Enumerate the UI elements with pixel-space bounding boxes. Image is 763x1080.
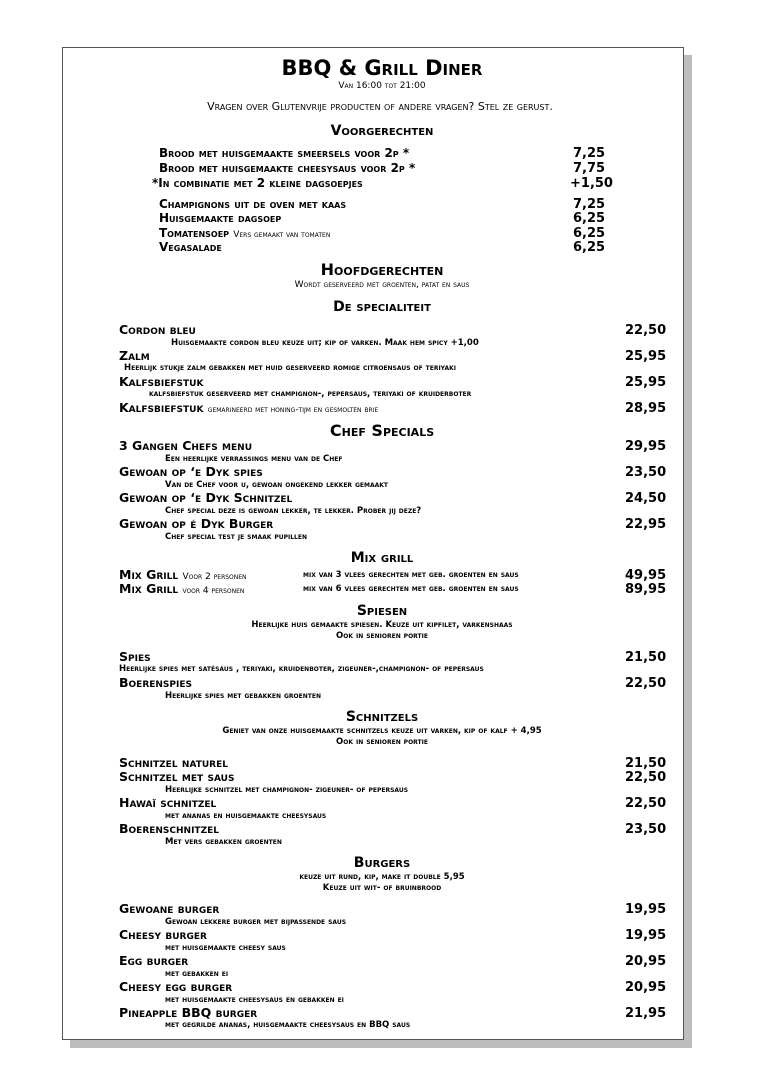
dish-desc: met gegrilde ananas, huisgemaakte cheesysaus en BBQ saus bbox=[165, 1020, 411, 1030]
dish-price: 22,50 bbox=[625, 796, 667, 811]
dish-name: Cheesy burger bbox=[119, 927, 207, 942]
dish-name: Schnitzel naturel bbox=[119, 755, 228, 770]
starter-price: 6,25 bbox=[573, 211, 606, 226]
dish-desc: kalfsbiefstuk geserveerd met champignon-, pepersaus, teriyaki of kruiderboter bbox=[149, 389, 472, 399]
dish-desc: Heerlijke schnitzel met champignon- zigeuner- of pepersaus bbox=[165, 785, 409, 795]
dish-desc: Van de Chef voor u, gewoan ongekend lekker gemaakt bbox=[165, 480, 389, 490]
dish-desc: Heerlijke spies met gebakken groenten bbox=[165, 691, 321, 701]
dish-price: 25,95 bbox=[625, 349, 667, 364]
dish-name-text: Kalfsbiefstuk bbox=[119, 400, 204, 415]
starter-price: 6,25 bbox=[573, 240, 606, 255]
starter-name: Brood met huisgemaakte smeersels voor 2p * bbox=[159, 146, 410, 160]
dish-desc: mix van 6 vlees gerechten met geb. groenten en saus bbox=[303, 584, 519, 594]
section-note: Ook in senioren portie bbox=[336, 737, 428, 747]
dish-price: 21,50 bbox=[625, 756, 667, 771]
section-note: Heerlijke huis gemaakte spiesen. Keuze uit kipfilet, varkenshaas bbox=[251, 620, 513, 630]
dish-price: 89,95 bbox=[625, 582, 667, 597]
dish-desc: mix van 3 vlees gerechten met geb. groenten en saus bbox=[303, 570, 519, 580]
dish-desc: met huisgemaakte cheesy saus bbox=[165, 943, 286, 953]
dish-price: 29,95 bbox=[625, 439, 667, 454]
dish-name: Cheesy egg burger bbox=[119, 979, 233, 994]
dish-name: Gewoan op ‘e Dyk Schnitzel bbox=[119, 490, 293, 505]
dish-price: 22,95 bbox=[625, 517, 667, 532]
dish-price: 23,50 bbox=[625, 465, 667, 480]
dish-price: 19,95 bbox=[625, 928, 667, 943]
dish-desc: met gebakken ei bbox=[165, 969, 229, 979]
dish-price: 49,95 bbox=[625, 568, 667, 583]
opening-hours: Van 16:00 tot 21:00 bbox=[338, 81, 426, 91]
dish-price: 24,50 bbox=[625, 491, 667, 506]
dish-name: Hawaï schnitzel bbox=[119, 795, 217, 810]
section-heading-chef-specials: Chef Specials bbox=[329, 421, 435, 440]
dish-name: 3 Gangen Chefs menu bbox=[119, 438, 253, 453]
dish-name: Zalm bbox=[119, 348, 150, 363]
dish-price: 22,50 bbox=[625, 323, 667, 338]
section-heading-mix-grill: Mix grill bbox=[350, 550, 414, 566]
dish-name: Gewoan op ‘e Dyk spies bbox=[119, 464, 263, 479]
starter-name bbox=[159, 227, 330, 240]
starter-price: +1,50 bbox=[570, 176, 613, 191]
starter-inline-desc: Vers gemaakt van tomaten bbox=[233, 230, 331, 240]
starter-price: 7,25 bbox=[573, 197, 606, 212]
section-note: Geniet van onze huisgemaakte schnitzels keuze uit varken, kip of kalf + 4,95 bbox=[222, 726, 542, 736]
dish-name: Egg burger bbox=[119, 953, 189, 968]
starter-price: 7,75 bbox=[573, 161, 606, 176]
section-heading-schnitzels: Schnitzels bbox=[345, 709, 419, 725]
dish-name-text: Mix Grill bbox=[119, 581, 179, 596]
dish-desc: Chef special test je smaak pupillen bbox=[165, 532, 308, 542]
section-heading-specialiteit: De specialiteit bbox=[333, 299, 431, 315]
dish-price: 28,95 bbox=[625, 401, 667, 416]
dish-name: Pineapple BBQ burger bbox=[119, 1005, 258, 1020]
dish-name-text: Mix Grill bbox=[119, 567, 179, 582]
dish-price: 22,50 bbox=[625, 770, 667, 785]
dish-name: Gewoan op é Dyk Burger bbox=[119, 516, 274, 531]
dish-desc: Heerlijk stukje zalm gebakken met huid geserveerd romige citroensaus of teriyaki bbox=[124, 363, 456, 373]
section-note: Ook in senioren portie bbox=[336, 631, 428, 641]
starter-name: *In combinatie met 2 kleine dagsoepjes bbox=[152, 176, 363, 190]
dish-name: Spies bbox=[119, 649, 151, 664]
dish-inline-desc: Voor 2 personen bbox=[182, 572, 247, 582]
section-heading-hoofdgerechten: Hoofdgerechten bbox=[320, 260, 444, 279]
section-heading-burgers: Burgers bbox=[353, 855, 411, 871]
dish-price: 21,50 bbox=[625, 650, 667, 665]
starter-name: Champignons uit de oven met kaas bbox=[159, 197, 347, 211]
dish-name bbox=[119, 402, 378, 415]
starter-name: Vegasalade bbox=[159, 240, 222, 254]
dish-name: Boerenspies bbox=[119, 675, 192, 690]
starter-price: 6,25 bbox=[573, 226, 606, 241]
dish-desc: Een heerlijke verrassings menu van de Chef bbox=[165, 454, 343, 464]
dish-name: Kalfsbiefstuk bbox=[119, 374, 204, 389]
section-note: Keuze uit wit- of bruinbrood bbox=[322, 883, 442, 893]
notice-text: Vragen over Glutenvrije producten of andere vragen? Stel ze gerust. bbox=[207, 100, 553, 113]
dish-name: Boerenschnitzel bbox=[119, 821, 219, 836]
section-heading-voorgerechten: Voorgerechten bbox=[330, 123, 434, 139]
dish-price: 21,95 bbox=[625, 1006, 667, 1021]
dish-price: 20,95 bbox=[625, 980, 667, 995]
dish-desc: Gewoan lekkere burger met bijpassende saus bbox=[165, 917, 347, 927]
dish-name bbox=[119, 583, 244, 596]
section-heading-spiesen: Spiesen bbox=[356, 603, 408, 619]
dish-desc: Huisgemaakte cordon bleu keuze uit; kip of varken. Maak hem spicy +1,00 bbox=[171, 338, 479, 348]
dish-desc: met ananas en huisgemaakte cheesysaus bbox=[165, 811, 327, 821]
dish-price: 25,95 bbox=[625, 375, 667, 390]
dish-name: Gewoane burger bbox=[119, 901, 220, 916]
dish-desc: Heerlijke spies met satésaus , teriyaki, kruidenboter, zigeuner-,champignon- of pepersaus bbox=[119, 664, 484, 674]
dish-desc: Met vers gebakken groenten bbox=[165, 837, 282, 847]
dish-price: 23,50 bbox=[625, 822, 667, 837]
starter-name-text: Tomatensoep bbox=[159, 226, 230, 240]
dish-price: 22,50 bbox=[625, 676, 667, 691]
dish-price: 19,95 bbox=[625, 902, 667, 917]
dish-price: 20,95 bbox=[625, 954, 667, 969]
dish-inline-desc: gemarineerd met honing-tijm en gesmolten brie bbox=[207, 405, 379, 415]
starter-name: Huisgemaakte dagsoep bbox=[159, 211, 282, 225]
dish-desc: met huisgemaakte cheesysaus en gebakken ei bbox=[165, 995, 344, 1005]
dish-inline-desc: voor 4 personen bbox=[182, 586, 245, 596]
dish-name: Cordon bleu bbox=[119, 322, 196, 337]
dish-name: Schnitzel met saus bbox=[119, 769, 235, 784]
section-subtitle: Wordt geserveerd met groenten, patat en saus bbox=[294, 280, 470, 290]
dish-desc: Chef special deze is gewoan lekker, te lekker. Prober jij deze? bbox=[165, 506, 422, 516]
starter-name: Brood met huisgemaakte cheesysaus voor 2p * bbox=[159, 161, 416, 175]
menu-title: BBQ & Grill Diner bbox=[281, 56, 483, 80]
section-note: keuze uit rund, kip, make it double 5,95 bbox=[299, 872, 465, 882]
starter-price: 7,25 bbox=[573, 146, 606, 161]
